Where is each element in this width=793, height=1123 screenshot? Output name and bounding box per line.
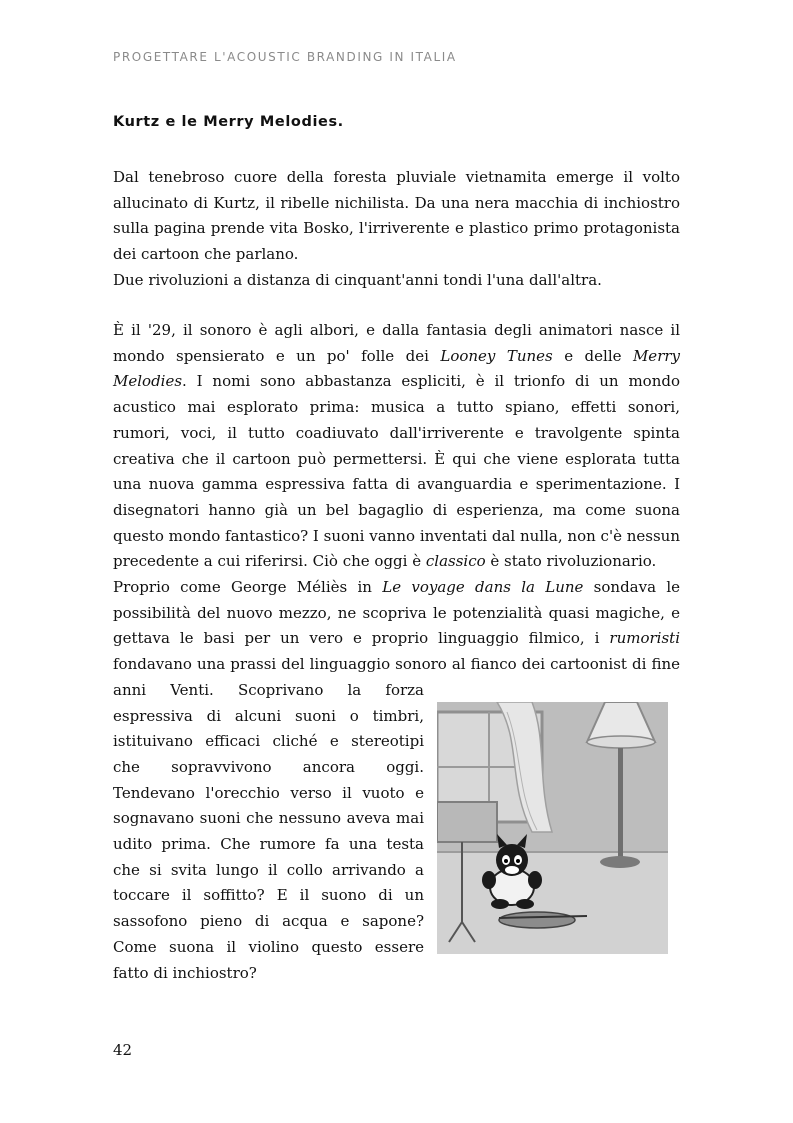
p4-text-b: sondava le possibilità del nuovo mezzo, ne scopriva le potenzialità quasi magiche, e gettava le basi per un vero e proprio linguaggio filmico, i <box>113 578 680 648</box>
merry-melodies-title: Merry Melodies <box>113 346 681 391</box>
cartoon-illustration <box>437 702 668 954</box>
paragraph-3 <box>113 318 680 575</box>
p4-text-a: Proprio come George Méliès in <box>113 578 383 597</box>
paragraph-1: Dal tenebroso cuore della foresta pluviale vietnamita emerge il volto allucinato di Kurtz, il ribelle nichilista. Da una nera macchia di inchiostro sulla pagina prende vita Bosko, l'irriverente e plastico primo protagonista dei cartoon che parlano. <box>113 168 680 264</box>
classico-word: classico <box>425 552 486 571</box>
running-header: PROGETTARE L'ACOUSTIC BRANDING IN ITALIA <box>113 50 457 64</box>
rumoristi-word: rumoristi <box>609 629 680 648</box>
p3-text-b: e delle <box>552 346 633 365</box>
p3-text-c: . I nomi sono abbastanza espliciti, è il trionfo di un mondo acustico mai esplorato prima: musica a tutto spiano, effetti sonori, rumori, voci, il tutto coadiuvato dall'irriverente e travolgente spinta creativa che il cartoon può permettersi. È qui che viene esplorata tutta una nuova gamma espressiva fatta di avanguardia e sperimentazione. I disegnatori hanno già un bel bagaglio di esperienza, ma come suona questo mondo fantastico? I suoni vanno inventati dal nulla, non c'è nessun precedente a cui riferirsi. Ciò che oggi è <box>113 372 680 571</box>
p3-text-d: è stato rivoluzionario. <box>485 552 657 571</box>
paragraph-2: Due rivoluzioni a distanza di cinquant'anni tondi l'una dall'altra. <box>113 270 602 289</box>
p4-text-c: fondavano una prassi del linguaggio sonoro al fianco dei cartoonist di fine anni Venti. Scoprivano la forza espressiva di alcuni suoni o timbri, istituivano efficaci cliché e stereotipi che sopravvivono ancora oggi. Tendevano l'orecchio verso il vuoto e sognavano suoni che nessuno aveva mai udito prima. Che rumore fa una testa che si svita lungo il collo arrivando a toccare il soffitto? E il suono di un sassofono pieno di acqua e sapone? Come suona il violino questo essere fatto di inchiostro? <box>113 655 680 982</box>
voyage-title: Le voyage dans la Lune <box>382 578 584 597</box>
looney-tunes-title: Looney Tunes <box>440 346 553 365</box>
intro-block <box>113 165 680 294</box>
page-number: 42 <box>113 1041 133 1059</box>
section-title: Kurtz e le Merry Melodies. <box>113 114 344 130</box>
p3-text-a: È il '29, il sonoro è agli albori, e dalla fantasia degli animatori nasce il mondo spensierato e un po' folle dei <box>113 321 680 365</box>
cartoon-still-image <box>437 702 668 954</box>
